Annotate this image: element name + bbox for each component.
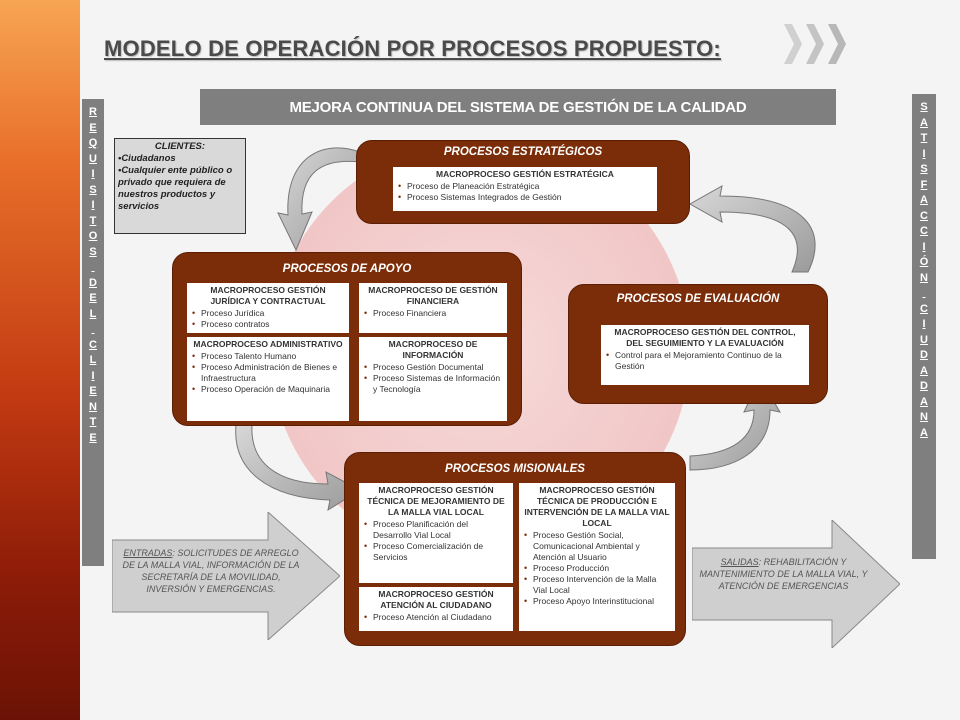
vertical-letter: S bbox=[89, 183, 97, 196]
vertical-letter bbox=[91, 260, 94, 276]
macroproceso-title: MACROPROCESO GESTIÓN TÉCNICA DE MEJORAMIENTO DE LA MALLA VIAL LOCAL bbox=[367, 485, 505, 517]
clientes-title: CLIENTES: bbox=[154, 141, 206, 152]
vertical-letter: I bbox=[922, 240, 926, 253]
vertical-letter: Q bbox=[88, 137, 98, 149]
macroproceso-title: MACROPROCESO GESTIÓN JURÍDICA Y CONTRACTUAL bbox=[210, 285, 326, 306]
proceso-item: • Proceso Gestión Social, Comunicacional Ambiental y Atención al Usuario bbox=[523, 530, 671, 563]
macroproceso-produccion bbox=[519, 483, 675, 631]
vertical-letter: R bbox=[89, 106, 97, 118]
vertical-letter: D bbox=[89, 276, 97, 289]
vertical-letter: Ó bbox=[919, 256, 929, 268]
requisitos-del-cliente-bar bbox=[82, 99, 104, 566]
vertical-letter: A bbox=[920, 116, 928, 129]
proceso-item: • Proceso Atención al Ciudadano bbox=[363, 612, 509, 623]
vertical-letter: S bbox=[89, 245, 97, 258]
vertical-letter: D bbox=[920, 349, 928, 361]
vertical-letter: O bbox=[88, 230, 98, 242]
macroproceso-gestion-estrategica bbox=[393, 167, 657, 211]
satisfaccion-ciudadana-bar bbox=[912, 94, 936, 559]
vertical-letter: U bbox=[920, 333, 928, 346]
macroproceso-title: MACROPROCESO DE GESTIÓN FINANCIERA bbox=[368, 285, 498, 306]
macroproceso-informacion bbox=[359, 337, 507, 421]
chevron-right-icon bbox=[826, 22, 848, 66]
vertical-letter: F bbox=[920, 178, 928, 191]
vertical-letter: E bbox=[89, 121, 97, 134]
proceso-item: • Proceso Sistemas de Información y Tecnología bbox=[363, 373, 503, 395]
vertical-letter: I bbox=[91, 199, 95, 211]
vertical-letter: S bbox=[920, 163, 928, 175]
vertical-letter: E bbox=[89, 385, 97, 397]
entradas-text: : SOLICITUDES DE ARREGLO DE LA MALLA VIAL, INFORMACIÓN DE LA SECRETARÍA DE LA MOVILIDAD, INVERSIÓN Y EMERGENCIAS. bbox=[122, 548, 300, 594]
macroproceso-mejoramiento bbox=[359, 483, 513, 583]
macroproceso-atencion bbox=[359, 587, 513, 631]
procesos-de-apoyo-title: PROCESOS DE APOYO bbox=[282, 263, 412, 275]
salidas-text: : REHABILITACIÓN Y MANTENIMIENTO DE LA MALLA VIAL, Y ATENCIÓN DE EMERGENCIAS bbox=[699, 557, 868, 591]
vertical-letter: D bbox=[920, 380, 928, 392]
vertical-letter: A bbox=[920, 395, 928, 408]
procesos-misionales-title: PROCESOS MISIONALES bbox=[445, 463, 585, 475]
proceso-item: • Proceso contratos bbox=[191, 319, 345, 330]
chevron-right-icon bbox=[804, 22, 826, 66]
vertical-letter: T bbox=[920, 132, 928, 144]
macroproceso-control bbox=[601, 325, 809, 385]
macroproceso-title: MACROPROCESO GESTIÓN ESTRATÉGICA bbox=[436, 169, 614, 179]
vertical-letter: C bbox=[920, 225, 928, 237]
procesos-de-evaluacion-block bbox=[568, 284, 828, 404]
clientes-box bbox=[114, 138, 246, 234]
proceso-item: • Proceso Gestión Documental bbox=[363, 362, 503, 373]
macroproceso-financiera bbox=[359, 283, 507, 333]
procesos-de-apoyo-block bbox=[172, 252, 522, 426]
proceso-item: • Proceso Planificación del Desarrollo Vial Local bbox=[363, 519, 509, 541]
vertical-letter: S bbox=[920, 101, 928, 113]
macroproceso-juridica bbox=[187, 283, 349, 333]
decorative-side-strip bbox=[0, 0, 80, 720]
vertical-letter: I bbox=[922, 147, 926, 160]
proceso-item: • Proceso Operación de Maquinaria bbox=[191, 384, 345, 395]
macroproceso-title: MACROPROCESO GESTIÓN DEL CONTROL, DEL SEGUIMIENTO Y LA EVALUACIÓN bbox=[614, 327, 796, 348]
vertical-letter: N bbox=[920, 411, 928, 423]
proceso-item: • Proceso Apoyo Interinstitucional bbox=[523, 596, 671, 607]
proceso-item: • Proceso Comercialización de Servicios bbox=[363, 541, 509, 563]
macroproceso-title: MACROPROCESO GESTIÓN ATENCIÓN AL CIUDADANO bbox=[378, 589, 494, 610]
vertical-letter: T bbox=[89, 416, 97, 428]
vertical-letter: E bbox=[89, 431, 97, 444]
proceso-item: • Proceso de Planeación Estratégica bbox=[397, 181, 653, 192]
macroproceso-title: MACROPROCESO DE INFORMACIÓN bbox=[388, 339, 478, 360]
entradas-keyword: ENTRADAS bbox=[123, 548, 173, 558]
vertical-letter: U bbox=[89, 152, 97, 165]
proceso-item: • Proceso Producción bbox=[523, 563, 671, 574]
procesos-estrategicos-block bbox=[356, 140, 690, 224]
clientes-item: •Ciudadanos bbox=[118, 153, 176, 164]
proceso-item: • Proceso Jurídica bbox=[191, 308, 345, 319]
continuous-improvement-banner: MEJORA CONTINUA DEL SISTEMA DE GESTIÓN DE LA CALIDAD bbox=[200, 89, 836, 125]
macroproceso-administrativo bbox=[187, 337, 349, 421]
vertical-letter: C bbox=[89, 338, 97, 351]
vertical-letter bbox=[91, 322, 94, 338]
vertical-letter: A bbox=[920, 194, 928, 206]
macroproceso-title: MACROPROCESO GESTIÓN TÉCNICA DE PRODUCCIÓN E INTERVENCIÓN DE LA MALLA VIAL LOCAL bbox=[524, 485, 670, 528]
vertical-letter: I bbox=[922, 318, 926, 330]
vertical-letter: N bbox=[920, 271, 928, 284]
procesos-de-evaluacion-title: PROCESOS DE EVALUACIÓN bbox=[616, 293, 780, 305]
vertical-letter bbox=[922, 286, 925, 302]
proceso-item: • Proceso Financiera bbox=[363, 308, 503, 319]
proceso-item: • Proceso Sistemas Integrados de Gestión bbox=[397, 192, 653, 203]
proceso-item: • Proceso Intervención de la Malla Vial Local bbox=[523, 574, 671, 596]
proceso-item: • Proceso Talento Humano bbox=[191, 351, 345, 362]
chevron-right-icon bbox=[782, 22, 804, 66]
vertical-letter: A bbox=[920, 426, 928, 439]
vertical-letter: N bbox=[89, 400, 97, 413]
vertical-letter: I bbox=[91, 369, 95, 382]
vertical-letter: A bbox=[920, 364, 928, 377]
vertical-letter: L bbox=[89, 354, 97, 366]
proceso-item: • Control para el Mejoramiento Continuo de la Gestión bbox=[605, 350, 805, 372]
procesos-estrategicos-title: PROCESOS ESTRATÉGICOS bbox=[443, 146, 603, 158]
vertical-letter: C bbox=[920, 302, 928, 315]
clientes-item: •Cualquier ente público o privado que requiera de nuestros productos y servicios bbox=[118, 165, 233, 212]
vertical-letter: C bbox=[920, 209, 928, 222]
proceso-item: • Proceso Administración de Bienes e Infraestructura bbox=[191, 362, 345, 384]
vertical-letter: L bbox=[89, 307, 97, 320]
vertical-letter: E bbox=[89, 292, 97, 304]
vertical-letter: T bbox=[89, 214, 97, 227]
salidas-keyword: SALIDAS bbox=[720, 557, 759, 567]
macroproceso-title: MACROPROCESO ADMINISTRATIVO bbox=[193, 339, 343, 349]
vertical-letter: I bbox=[91, 168, 95, 180]
entradas-arrow bbox=[112, 512, 340, 640]
page-title: MODELO DE OPERACIÓN POR PROCESOS PROPUESTO: bbox=[104, 36, 721, 61]
procesos-misionales-block bbox=[344, 452, 686, 646]
salidas-arrow bbox=[692, 520, 900, 648]
